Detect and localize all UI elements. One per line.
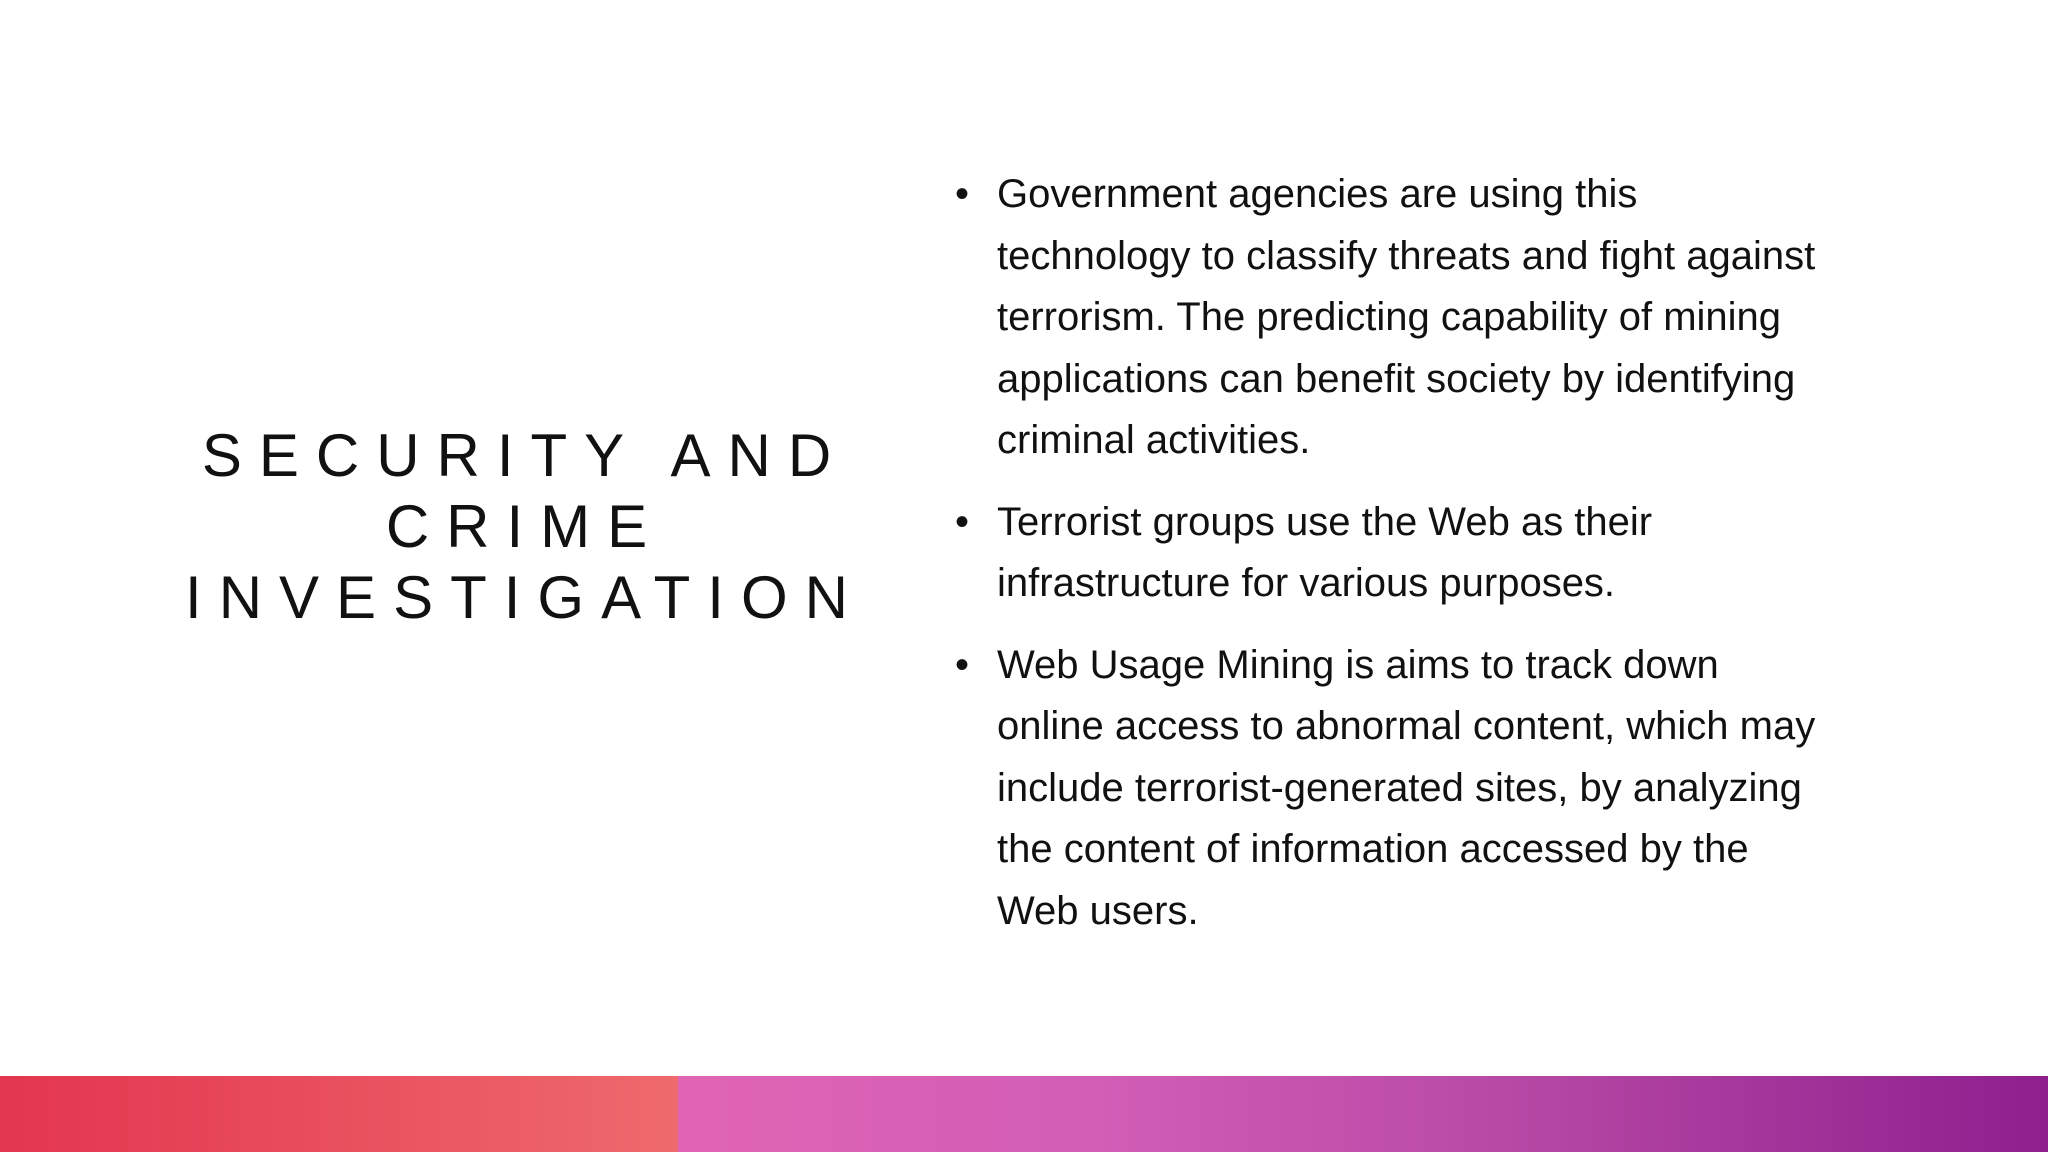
footer-band-left	[0, 1076, 678, 1152]
bullet-item	[955, 635, 1835, 943]
bullet-item	[955, 164, 1835, 472]
bullet-text: Government agencies are using this technology to classify threats and fight against terrorism. The predicting capability of mining applications can benefit society by identifying criminal activities.	[997, 172, 1816, 462]
slide-title	[170, 420, 880, 633]
bullet-text: Web Usage Mining is aims to track down online access to abnormal content, which may include terrorist-generated sites, by analyzing the content of information accessed by the Web users.	[997, 642, 1816, 933]
bullet-marker: •	[955, 499, 970, 544]
title-line-2: CRIME	[385, 493, 665, 560]
title-line-3: INVESTIGATION	[185, 564, 865, 631]
bullet-text: Terrorist groups use the Web as their infrastructure for various purposes.	[997, 499, 1653, 605]
bullet-marker: •	[955, 172, 970, 216]
bullet-item	[955, 492, 1835, 615]
footer-gradient-band	[0, 1076, 2048, 1152]
title-line-1: SECURITY AND	[201, 422, 849, 489]
bullet-marker: •	[955, 642, 970, 687]
bullet-list	[955, 164, 1835, 962]
footer-band-right	[678, 1076, 2048, 1152]
